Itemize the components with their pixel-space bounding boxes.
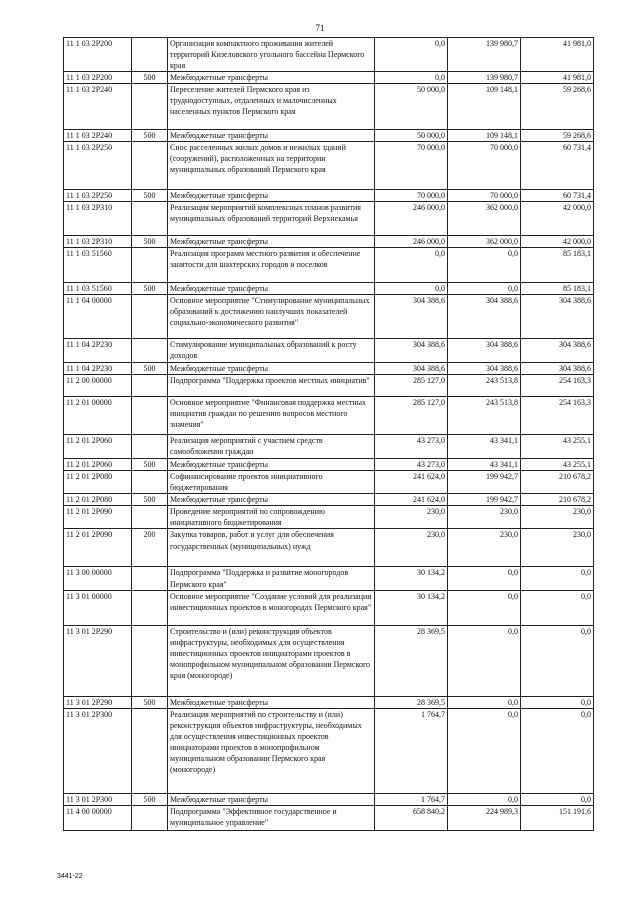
target-article-code: 11 2 00 00000 [64, 375, 132, 397]
amount-year-1: 50 000,0 [375, 130, 448, 142]
amount-year-1: 28 369,5 [375, 625, 448, 696]
table-row [64, 397, 594, 435]
amount-year-2: 199 942,7 [448, 494, 521, 506]
amount-year-3: 41 981,0 [521, 72, 594, 84]
expense-type-code [132, 625, 168, 696]
amount-year-3: 230,0 [521, 506, 594, 529]
expense-type-code [132, 805, 168, 830]
table-row [64, 190, 594, 202]
amount-year-2: 0,0 [448, 283, 521, 295]
target-article-code: 11 2 01 2Р080 [64, 471, 132, 494]
table-row [64, 494, 594, 506]
amount-year-1: 50 000,0 [375, 84, 448, 130]
target-article-code: 11 1 04 00000 [64, 295, 132, 339]
article-name: Софинансирование проектов инициативного бюджетирования [168, 471, 375, 494]
article-name: Межбюджетные трансферты [168, 696, 375, 708]
expense-type-code: 500 [132, 793, 168, 805]
table-row [64, 567, 594, 590]
table-row [64, 625, 594, 696]
article-name: Межбюджетные трансферты [168, 190, 375, 202]
expense-type-code [132, 248, 168, 283]
amount-year-1: 304 388,6 [375, 295, 448, 339]
expense-type-code [132, 375, 168, 397]
target-article-code: 11 2 01 2Р080 [64, 494, 132, 506]
amount-year-1: 30 134,2 [375, 590, 448, 625]
amount-year-2: 0,0 [448, 248, 521, 283]
table-row [64, 142, 594, 190]
amount-year-3: 0,0 [521, 625, 594, 696]
expense-type-code: 500 [132, 696, 168, 708]
amount-year-1: 230,0 [375, 529, 448, 567]
table-row [64, 590, 594, 625]
document-code: 3441-22 [57, 873, 83, 880]
amount-year-3: 254 163,3 [521, 397, 594, 435]
amount-year-1: 241 624,0 [375, 494, 448, 506]
amount-year-1: 1 764,7 [375, 708, 448, 793]
amount-year-2: 0,0 [448, 567, 521, 590]
amount-year-2: 0,0 [448, 590, 521, 625]
target-article-code: 11 2 01 2Р060 [64, 435, 132, 459]
target-article-code: 11 3 01 2Р290 [64, 625, 132, 696]
expense-type-code [132, 397, 168, 435]
amount-year-2: 304 388,6 [448, 339, 521, 363]
table-row [64, 130, 594, 142]
expense-type-code [132, 142, 168, 190]
budget-table-body [64, 38, 594, 831]
amount-year-1: 241 624,0 [375, 471, 448, 494]
article-name: Межбюджетные трансферты [168, 130, 375, 142]
expense-type-code: 500 [132, 459, 168, 471]
target-article-code: 11 2 01 2Р060 [64, 459, 132, 471]
table-row [64, 339, 594, 363]
amount-year-1: 304 388,6 [375, 339, 448, 363]
amount-year-2: 304 388,6 [448, 295, 521, 339]
amount-year-2: 0,0 [448, 625, 521, 696]
amount-year-3: 0,0 [521, 793, 594, 805]
amount-year-1: 28 369,5 [375, 696, 448, 708]
amount-year-2: 139 980,7 [448, 72, 521, 84]
amount-year-1: 285 127,0 [375, 375, 448, 397]
table-row [64, 459, 594, 471]
table-row [64, 506, 594, 529]
table-row [64, 84, 594, 130]
amount-year-3: 151 191,6 [521, 805, 594, 830]
table-row [64, 708, 594, 793]
amount-year-3: 210 678,2 [521, 471, 594, 494]
expense-type-code [132, 471, 168, 494]
expense-type-code [132, 590, 168, 625]
article-name: Межбюджетные трансферты [168, 283, 375, 295]
expense-type-code [132, 38, 168, 72]
amount-year-3: 43 255,1 [521, 435, 594, 459]
article-name: Закупка товаров, работ и услуг для обеспечения государственных (муниципальных) нужд [168, 529, 375, 567]
amount-year-3: 60 731,4 [521, 190, 594, 202]
article-name: Строительство и (или) реконструкция объектов инфраструктуры, необходимых для осуществления инвестиционных проектов инициаторами проектов в монопрофильном муниципальном образовании Пермского края (моногороде) [168, 625, 375, 696]
table-row [64, 236, 594, 248]
article-name: Проведение мероприятий по сопровождению инициативного бюджетирования [168, 506, 375, 529]
table-row [64, 435, 594, 459]
amount-year-2: 230,0 [448, 529, 521, 567]
article-name: Подпрограмма "Эффективное государственное и муниципальное управление" [168, 805, 375, 830]
target-article-code: 11 1 03 2Р200 [64, 38, 132, 72]
amount-year-3: 0,0 [521, 696, 594, 708]
amount-year-3: 0,0 [521, 590, 594, 625]
amount-year-2: 199 942,7 [448, 471, 521, 494]
article-name: Подпрограмма "Поддержка проектов местных инициатив" [168, 375, 375, 397]
target-article-code: 11 1 03 2Р250 [64, 142, 132, 190]
amount-year-1: 70 000,0 [375, 190, 448, 202]
amount-year-3: 60 731,4 [521, 142, 594, 190]
article-name: Межбюджетные трансферты [168, 236, 375, 248]
expense-type-code [132, 435, 168, 459]
expense-type-code [132, 506, 168, 529]
amount-year-3: 59 268,6 [521, 130, 594, 142]
amount-year-3: 254 163,3 [521, 375, 594, 397]
article-name: Подпрограмма "Поддержка и развитие моногородов Пермского края" [168, 567, 375, 590]
table-row [64, 248, 594, 283]
amount-year-1: 230,0 [375, 506, 448, 529]
table-row [64, 283, 594, 295]
expense-type-code [132, 339, 168, 363]
amount-year-2: 70 000,0 [448, 142, 521, 190]
expense-type-code [132, 567, 168, 590]
amount-year-3: 304 388,6 [521, 363, 594, 375]
amount-year-2: 362 000,0 [448, 202, 521, 236]
amount-year-1: 246 000,0 [375, 202, 448, 236]
amount-year-1: 0,0 [375, 38, 448, 72]
target-article-code: 11 1 03 2Р240 [64, 84, 132, 130]
target-article-code: 11 1 03 51560 [64, 283, 132, 295]
article-name: Основное мероприятие "Финансовая поддержка местных инициатив граждан по решению вопросов местного значения" [168, 397, 375, 435]
amount-year-2: 0,0 [448, 696, 521, 708]
article-name: Основное мероприятие "Создание условий для реализации инвестиционных проектов в моногородах Пермского края" [168, 590, 375, 625]
table-row [64, 471, 594, 494]
article-name: Межбюджетные трансферты [168, 459, 375, 471]
expense-type-code: 200 [132, 529, 168, 567]
amount-year-3: 41 981,0 [521, 38, 594, 72]
amount-year-2: 139 980,7 [448, 38, 521, 72]
amount-year-1: 70 000,0 [375, 142, 448, 190]
expense-type-code: 500 [132, 494, 168, 506]
amount-year-1: 304 388,6 [375, 363, 448, 375]
amount-year-2: 243 513,8 [448, 397, 521, 435]
article-name: Основное мероприятие "Стимулирование муниципальных образований к достижению наилучших показателей социально-экономического развития" [168, 295, 375, 339]
amount-year-2: 0,0 [448, 708, 521, 793]
amount-year-2: 224 989,3 [448, 805, 521, 830]
amount-year-3: 85 183,1 [521, 283, 594, 295]
amount-year-3: 42 000,0 [521, 202, 594, 236]
article-name: Реализация программ местного развития и обеспечение занятости для шахтерских городов и поселков [168, 248, 375, 283]
expense-type-code [132, 708, 168, 793]
expense-type-code [132, 202, 168, 236]
table-row [64, 805, 594, 830]
amount-year-2: 304 388,6 [448, 363, 521, 375]
expense-type-code [132, 295, 168, 339]
article-name: Реализация мероприятий по строительству и (или) реконструкция объектов инфраструктуры, необходимых для осуществления инвестиционных проектов инициаторами проектов в монопрофильном муниципальном образовании Пермского края (моногороде) [168, 708, 375, 793]
target-article-code: 11 1 03 2Р310 [64, 236, 132, 248]
target-article-code: 11 2 01 00000 [64, 397, 132, 435]
amount-year-1: 43 273,0 [375, 435, 448, 459]
target-article-code: 11 3 01 00000 [64, 590, 132, 625]
target-article-code: 11 3 01 2Р300 [64, 708, 132, 793]
amount-year-1: 246 000,0 [375, 236, 448, 248]
table-row [64, 72, 594, 84]
table-row [64, 529, 594, 567]
table-row [64, 202, 594, 236]
amount-year-3: 43 255,1 [521, 459, 594, 471]
amount-year-3: 230,0 [521, 529, 594, 567]
amount-year-1: 0,0 [375, 283, 448, 295]
amount-year-1: 43 273,0 [375, 459, 448, 471]
amount-year-3: 42 000,0 [521, 236, 594, 248]
amount-year-3: 0,0 [521, 708, 594, 793]
amount-year-2: 362 000,0 [448, 236, 521, 248]
amount-year-2: 0,0 [448, 793, 521, 805]
target-article-code: 11 3 01 2Р300 [64, 793, 132, 805]
table-row [64, 793, 594, 805]
amount-year-1: 0,0 [375, 248, 448, 283]
table-row [64, 295, 594, 339]
amount-year-1: 1 764,7 [375, 793, 448, 805]
article-name: Организация компактного проживания жителей территорий Кизеловского угольного бассейна Пермского края [168, 38, 375, 72]
expense-type-code: 500 [132, 283, 168, 295]
amount-year-1: 0,0 [375, 72, 448, 84]
page-number: 71 [315, 23, 325, 33]
article-name: Переселение жителей Пермского края из труднодоступных, отдаленных и малочисленных населенных пунктов Пермского края [168, 84, 375, 130]
target-article-code: 11 1 03 2Р250 [64, 190, 132, 202]
target-article-code: 11 1 03 2Р240 [64, 130, 132, 142]
amount-year-3: 210 678,2 [521, 494, 594, 506]
expense-type-code: 500 [132, 130, 168, 142]
amount-year-1: 285 127,0 [375, 397, 448, 435]
amount-year-3: 0,0 [521, 567, 594, 590]
target-article-code: 11 1 04 2Р230 [64, 363, 132, 375]
budget-table [63, 37, 594, 831]
amount-year-3: 304 388,6 [521, 339, 594, 363]
table-row [64, 363, 594, 375]
expense-type-code: 500 [132, 236, 168, 248]
target-article-code: 11 1 03 51560 [64, 248, 132, 283]
table-row [64, 375, 594, 397]
target-article-code: 11 3 00 00000 [64, 567, 132, 590]
article-name: Реализация мероприятий с участием средств самообложения граждан [168, 435, 375, 459]
expense-type-code [132, 84, 168, 130]
article-name: Снос расселенных жилых домов и нежилых зданий (сооружений), расположенных на территории муниципальных образований Пермского края [168, 142, 375, 190]
table-row [64, 696, 594, 708]
article-name: Межбюджетные трансферты [168, 363, 375, 375]
target-article-code: 11 1 03 2Р200 [64, 72, 132, 84]
target-article-code: 11 2 01 2Р090 [64, 506, 132, 529]
amount-year-2: 243 513,8 [448, 375, 521, 397]
target-article-code: 11 4 00 00000 [64, 805, 132, 830]
amount-year-1: 30 134,2 [375, 567, 448, 590]
amount-year-2: 230,0 [448, 506, 521, 529]
amount-year-1: 658 840,2 [375, 805, 448, 830]
amount-year-3: 59 268,6 [521, 84, 594, 130]
amount-year-2: 109 148,1 [448, 130, 521, 142]
article-name: Стимулирование муниципальных образований к росту доходов [168, 339, 375, 363]
target-article-code: 11 2 01 2Р090 [64, 529, 132, 567]
article-name: Межбюджетные трансферты [168, 72, 375, 84]
article-name: Реализация мероприятий комплексных планов развития муниципальных образований территорий Верхнекамья [168, 202, 375, 236]
expense-type-code: 500 [132, 363, 168, 375]
target-article-code: 11 1 04 2Р230 [64, 339, 132, 363]
amount-year-3: 85 183,1 [521, 248, 594, 283]
amount-year-2: 109 148,1 [448, 84, 521, 130]
article-name: Межбюджетные трансферты [168, 793, 375, 805]
target-article-code: 11 1 03 2Р310 [64, 202, 132, 236]
amount-year-2: 70 000,0 [448, 190, 521, 202]
article-name: Межбюджетные трансферты [168, 494, 375, 506]
amount-year-2: 43 341,1 [448, 459, 521, 471]
table-row [64, 38, 594, 72]
expense-type-code: 500 [132, 72, 168, 84]
expense-type-code: 500 [132, 190, 168, 202]
amount-year-2: 43 341,1 [448, 435, 521, 459]
amount-year-3: 304 388,6 [521, 295, 594, 339]
target-article-code: 11 3 01 2Р290 [64, 696, 132, 708]
